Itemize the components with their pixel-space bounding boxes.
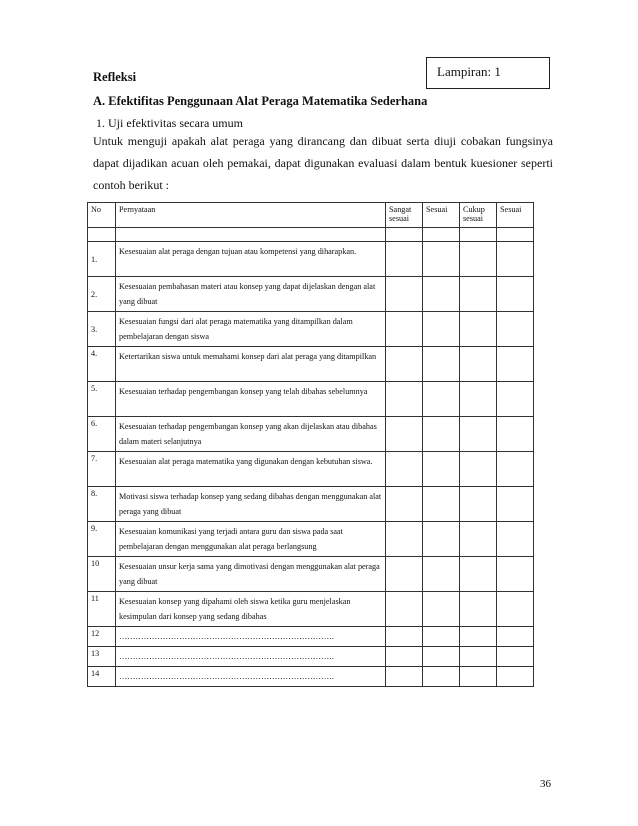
rating-cell-sangat-sesuai[interactable] <box>386 522 423 557</box>
header-sesuai-2: Sesuai <box>497 203 534 228</box>
rating-cell-sangat-sesuai[interactable] <box>386 592 423 627</box>
rating-cell-sangat-sesuai[interactable] <box>386 242 423 277</box>
rating-cell-cukup-sesuai[interactable] <box>460 452 497 487</box>
rating-cell-cukup-sesuai[interactable] <box>460 417 497 452</box>
rating-cell-sangat-sesuai[interactable] <box>386 487 423 522</box>
table-row <box>88 557 534 592</box>
rating-cell-cukup-sesuai[interactable] <box>460 522 497 557</box>
row-number: 12 <box>88 627 116 647</box>
rating-cell-sesuai[interactable] <box>423 242 460 277</box>
table-row <box>88 667 534 687</box>
rating-cell-cukup-sesuai[interactable] <box>460 557 497 592</box>
intro-paragraph: Untuk menguji apakah alat peraga yang dirancang dan dibuat serta diuji cobakan fungsinya dapat dijadikan acuan oleh pemakai, dapat digunakan evaluasi dalam bentuk kuesioner seperti contoh berikut : <box>93 134 553 192</box>
rating-cell-sesuai[interactable] <box>423 522 460 557</box>
rating-cell-sesuai-2[interactable] <box>497 312 534 347</box>
rating-cell-sangat-sesuai[interactable] <box>386 667 423 687</box>
table-row <box>88 417 534 452</box>
row-statement: ……………………………………………………………………. <box>116 667 386 687</box>
rating-cell-sesuai-2[interactable] <box>497 347 534 382</box>
row-number: 8. <box>88 487 116 522</box>
rating-cell-sangat-sesuai[interactable] <box>386 452 423 487</box>
row-number: 10 <box>88 557 116 592</box>
row-statement: Kesesuaian unsur kerja sama yang dimotivasi dengan menggunakan alat peraga yang dibuat <box>116 557 386 592</box>
rating-cell-sesuai[interactable] <box>423 592 460 627</box>
table-header-row <box>88 203 534 228</box>
rating-cell-cukup-sesuai[interactable] <box>460 277 497 312</box>
rating-cell-sangat-sesuai[interactable] <box>386 277 423 312</box>
rating-cell-sesuai-2[interactable] <box>497 487 534 522</box>
header-pernyataan: Pernyataan <box>116 203 386 228</box>
page-number: 36 <box>540 778 551 790</box>
blank-cell <box>497 228 534 242</box>
rating-cell-sangat-sesuai[interactable] <box>386 382 423 417</box>
section-heading: A. Efektifitas Penggunaan Alat Peraga Matematika Sederhana <box>93 94 428 108</box>
blank-cell <box>460 228 497 242</box>
rating-cell-sesuai[interactable] <box>423 557 460 592</box>
rating-cell-sangat-sesuai[interactable] <box>386 417 423 452</box>
rating-cell-cukup-sesuai[interactable] <box>460 592 497 627</box>
row-statement: Ketertarikan siswa untuk memahami konsep dari alat peraga yang ditampilkan <box>116 347 386 382</box>
rating-cell-sesuai[interactable] <box>423 417 460 452</box>
rating-cell-sesuai-2[interactable] <box>497 667 534 687</box>
table-row <box>88 522 534 557</box>
table-row <box>88 592 534 627</box>
row-statement: Motivasi siswa terhadap konsep yang sedang dibahas dengan menggunakan alat peraga yang dibuat <box>116 487 386 522</box>
row-statement: Kesesuaian alat peraga matematika yang digunakan dengan kebutuhan siswa. <box>116 452 386 487</box>
row-statement: Kesesuaian fungsi dari alat peraga matematika yang ditampilkan dalam pembelajaran dengan siswa <box>116 312 386 347</box>
row-statement: ……………………………………………………………………. <box>116 647 386 667</box>
rating-cell-cukup-sesuai[interactable] <box>460 487 497 522</box>
row-number: 2. <box>88 277 116 312</box>
row-statement: Kesesuaian terhadap pengembangan konsep yang telah dibahas sebelumnya <box>116 382 386 417</box>
row-number: 11 <box>88 592 116 627</box>
page-title: Refleksi <box>93 70 137 84</box>
row-number: 3. <box>88 312 116 347</box>
row-statement: ……………………………………………………………………. <box>116 627 386 647</box>
table-row <box>88 647 534 667</box>
header-sangat-sesuai: Sangat sesuai <box>386 203 423 228</box>
rating-cell-sangat-sesuai[interactable] <box>386 557 423 592</box>
rating-cell-sesuai-2[interactable] <box>497 417 534 452</box>
row-number: 4. <box>88 347 116 382</box>
row-number: 13 <box>88 647 116 667</box>
table-row <box>88 382 534 417</box>
row-number: 14 <box>88 667 116 687</box>
row-number: 6. <box>88 417 116 452</box>
rating-cell-cukup-sesuai[interactable] <box>460 667 497 687</box>
rating-cell-sesuai[interactable] <box>423 647 460 667</box>
header-no: No <box>88 203 116 228</box>
row-statement: Kesesuaian komunikasi yang terjadi antara guru dan siswa pada saat pembelajaran dengan menggunakan alat peraga berlangsung <box>116 522 386 557</box>
header-cukup-sesuai: Cukup sesuai <box>460 203 497 228</box>
rating-cell-sesuai-2[interactable] <box>497 592 534 627</box>
blank-cell <box>423 228 460 242</box>
row-statement: Kesesuaian terhadap pengembangan konsep yang akan dijelaskan atau dibahas dalam materi selanjutnya <box>116 417 386 452</box>
rating-cell-cukup-sesuai[interactable] <box>460 627 497 647</box>
rating-cell-sesuai[interactable] <box>423 312 460 347</box>
rating-cell-sesuai-2[interactable] <box>497 647 534 667</box>
rating-cell-cukup-sesuai[interactable] <box>460 382 497 417</box>
row-statement: Kesesuaian pembahasan materi atau konsep yang dapat dijelaskan dengan alat yang dibuat <box>116 277 386 312</box>
table-row <box>88 312 534 347</box>
rating-cell-cukup-sesuai[interactable] <box>460 312 497 347</box>
blank-row <box>88 228 534 242</box>
rating-cell-sesuai[interactable] <box>423 277 460 312</box>
rating-cell-sesuai-2[interactable] <box>497 557 534 592</box>
lampiran-box: Lampiran: 1 <box>426 57 550 89</box>
rating-cell-sesuai-2[interactable] <box>497 522 534 557</box>
rating-cell-sesuai[interactable] <box>423 487 460 522</box>
rating-cell-sesuai[interactable] <box>423 452 460 487</box>
row-number: 9. <box>88 522 116 557</box>
rating-cell-sesuai-2[interactable] <box>497 277 534 312</box>
rating-cell-sangat-sesuai[interactable] <box>386 647 423 667</box>
table-row <box>88 347 534 382</box>
questionnaire-table <box>87 202 534 687</box>
rating-cell-cukup-sesuai[interactable] <box>460 647 497 667</box>
rating-cell-sesuai-2[interactable] <box>497 382 534 417</box>
rating-cell-sangat-sesuai[interactable] <box>386 347 423 382</box>
rating-cell-sesuai[interactable] <box>423 667 460 687</box>
rating-cell-sesuai-2[interactable] <box>497 627 534 647</box>
rating-cell-sesuai-2[interactable] <box>497 242 534 277</box>
table-row <box>88 627 534 647</box>
table-row <box>88 242 534 277</box>
row-statement: Kesesuaian alat peraga dengan tujuan atau kompetensi yang diharapkan. <box>116 242 386 277</box>
rating-cell-sangat-sesuai[interactable] <box>386 312 423 347</box>
rating-cell-cukup-sesuai[interactable] <box>460 242 497 277</box>
blank-cell <box>116 228 386 242</box>
rating-cell-cukup-sesuai[interactable] <box>460 347 497 382</box>
blank-cell <box>88 228 116 242</box>
row-statement: Kesesuaian konsep yang dipahami oleh siswa ketika guru menjelaskan kesimpulan dari konsep yang sedang dibahas <box>116 592 386 627</box>
rating-cell-sesuai-2[interactable] <box>497 452 534 487</box>
row-number: 5. <box>88 382 116 417</box>
table-row <box>88 452 534 487</box>
table-row <box>88 277 534 312</box>
row-number: 7. <box>88 452 116 487</box>
subsection-heading: 1. Uji efektivitas secara umum <box>96 116 243 130</box>
rating-cell-sesuai[interactable] <box>423 347 460 382</box>
table-row <box>88 487 534 522</box>
header-sesuai: Sesuai <box>423 203 460 228</box>
row-number: 1. <box>88 242 116 277</box>
rating-cell-sesuai[interactable] <box>423 627 460 647</box>
rating-cell-sesuai[interactable] <box>423 382 460 417</box>
blank-cell <box>386 228 423 242</box>
rating-cell-sangat-sesuai[interactable] <box>386 627 423 647</box>
